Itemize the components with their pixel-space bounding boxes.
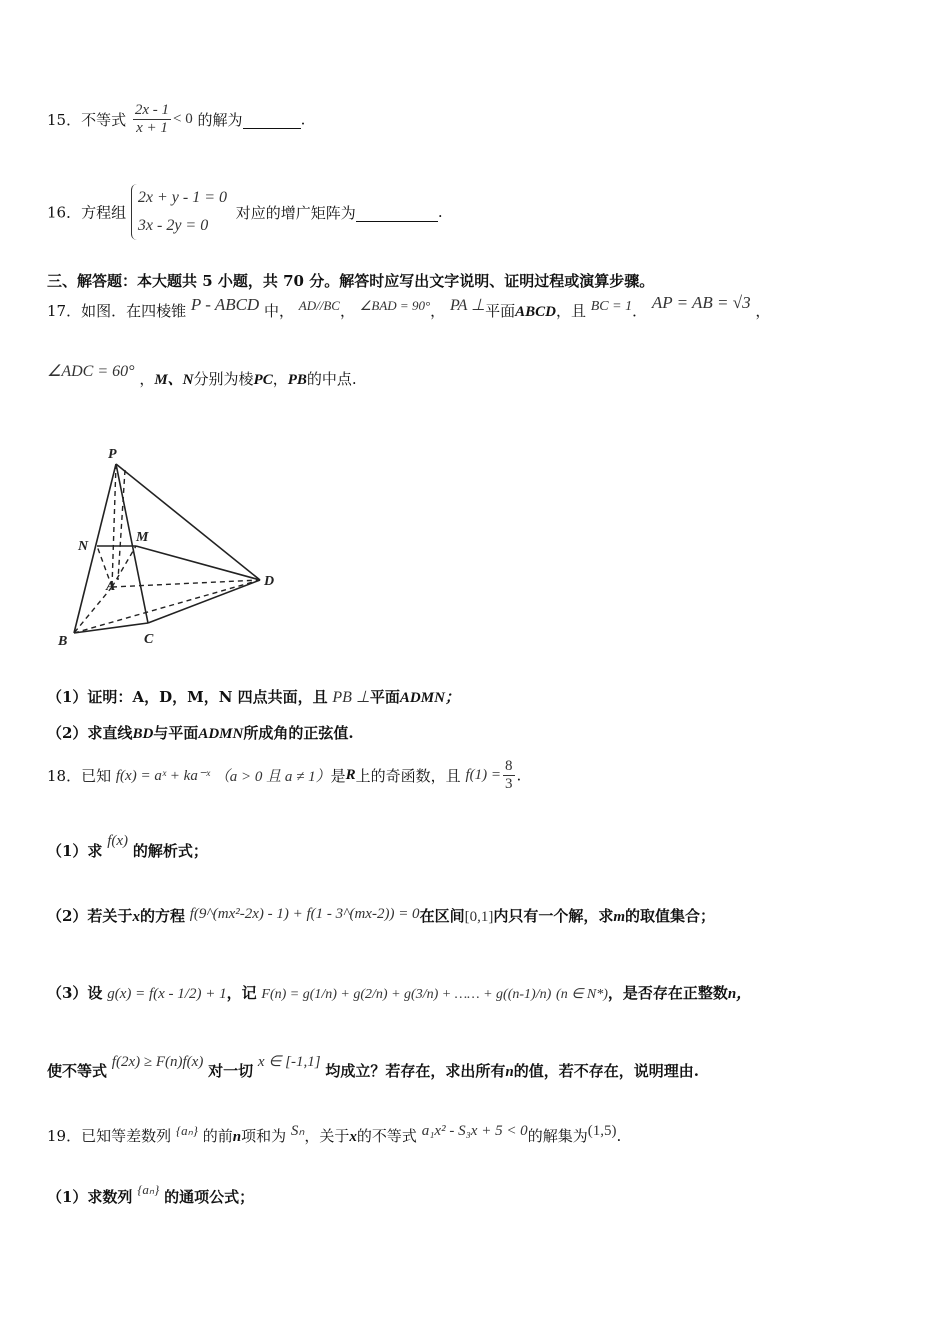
edge-PA: [112, 464, 116, 587]
question-18-part3-line2: 使不等式 f(2x) ≥ F(n)f(x) 对一切 x ∈ [-1,1] 均成立？若存在，求出所有n的值，若不存在，说明理由.: [47, 1054, 699, 1080]
edge-MD: [136, 546, 260, 580]
label-A: A: [106, 579, 116, 594]
pyramid-figure: [50, 440, 290, 655]
f1-fraction: $\frac{8}{3}$: [505, 758, 513, 792]
q15-fraction: $\frac{2x - 1}{x + 1}$: [134, 102, 170, 136]
edge-AD: [112, 580, 260, 587]
answer-blank[interactable]: [243, 110, 301, 129]
edge-BD: [74, 580, 260, 633]
label-B: B: [58, 634, 68, 649]
equation-system: 2x + y - 1 = 0 3x - 2y = 0: [131, 184, 227, 240]
question-18-part1: （1）求 f(x) 的解析式；: [47, 832, 208, 860]
question-18-part3: （3）设 g(x) = f(x - 1/2) + 1，记 F(n) = g(1/n) + g(2/n) + g(3/n) + …… + g((n-1)/n) (n ∈ N*)，是否存在正整数n，: [47, 984, 752, 1002]
label-C: C: [144, 632, 154, 647]
question-17-part2: （2）求直线BD与平面ADMN所成角的正弦值.: [47, 724, 354, 742]
label-N: N: [78, 539, 89, 554]
label-M: M: [136, 530, 149, 545]
question-18-part2: （2）若关于x的方程 f(9^(mx²-2x) - 1) + f(1 - 3^(mx-2)) = 0在区间[0,1]内只有一个解，求m的取值集合；: [47, 906, 716, 925]
edge-CD: [148, 580, 260, 623]
question-15: 15．不等式 $\frac{2x - 1}{x + 1}$ < 0 的解为 .: [47, 102, 306, 136]
edge-BC: [74, 623, 148, 633]
label-P: P: [108, 447, 117, 462]
answer-blank[interactable]: [356, 203, 438, 222]
question-17-part1: （1）证明：A，D，M，N 四点共面，且 PB ⊥平面ADMN；: [47, 688, 460, 706]
question-17-line2: ∠ADC = 60° ，M、N分别为棱PC，PB的中点.: [47, 363, 357, 388]
edge-PD: [116, 464, 260, 580]
question-19-part1: （1）求数列 {aₙ} 的通项公式；: [47, 1182, 255, 1206]
edge-PC-inner: [118, 470, 125, 580]
question-18: 18．已知 f(x) = aˣ + ka⁻ˣ （a > 0 且 a ≠ 1）是R上的奇函数，且 f(1) = $\frac{8}{3}$ .: [47, 758, 522, 792]
edge-AM: [112, 546, 136, 587]
question-17: 17．如图．在四棱锥 P - ABCD 中， AD//BC， ∠BAD = 90°， PA ⊥平面ABCD，且 BC = 1． AP = AB = √3 ，: [47, 293, 771, 320]
question-19: 19．已知等差数列 {aₙ} 的前n项和为 Sₙ，关于x的不等式 a₁x² - S₃x + 5 < 0的解集为(1,5).: [47, 1123, 622, 1145]
label-D: D: [264, 574, 275, 589]
question-16: 16．方程组 2x + y - 1 = 0 3x - 2y = 0 对应的增广矩阵为 .: [47, 184, 443, 240]
section-header: 三、解答题：本大题共 5 小题，共 70 分。解答时应写出文字说明、证明过程或演算步骤。: [47, 272, 655, 290]
